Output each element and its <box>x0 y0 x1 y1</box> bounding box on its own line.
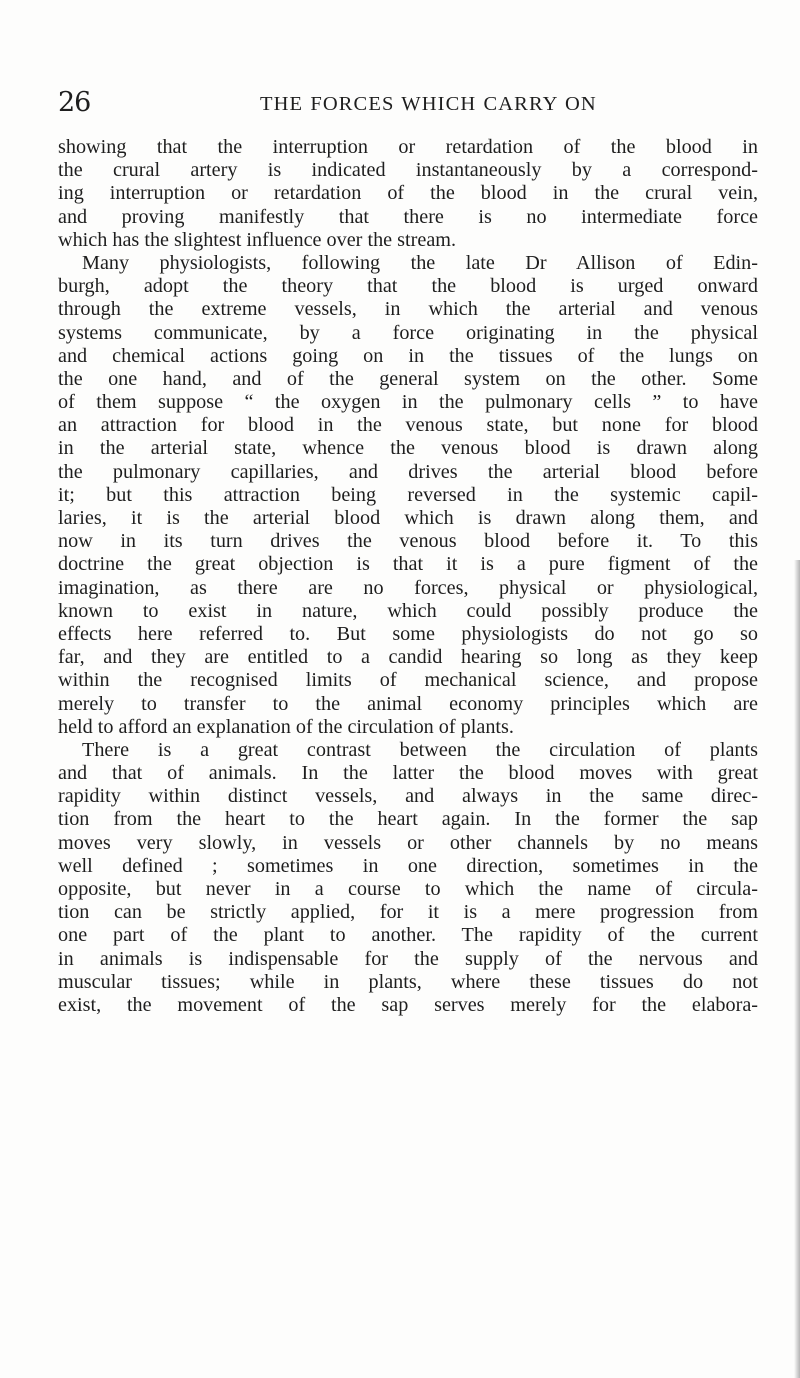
text-line: laries, it is the arterial blood which is drawn along them, and <box>58 507 758 529</box>
text-line: effects here referred to. But some physiologists do not go so <box>58 622 758 645</box>
text-line: imagination, as there are no forces, physical or physiological, <box>58 576 758 599</box>
text-line: the one hand, and of the general system on the other. Some <box>58 367 758 390</box>
body-text <box>58 136 758 1017</box>
text-line: known to exist in nature, which could possibly produce the <box>58 599 758 622</box>
text-line: merely to transfer to the animal economy principles which are <box>58 692 758 715</box>
text-line: doctrine the great objection is that it is a pure figment of the <box>58 553 758 576</box>
text-line: muscular tissues; while in plants, where these tissues do not <box>58 970 758 993</box>
text-line: the crural artery is indicated instantaneously by a correspond- <box>58 159 758 182</box>
text-line: and chemical actions going on in the tissues of the lungs on <box>58 344 758 367</box>
text-line: of them suppose “ the oxygen in the pulmonary cells ” to have <box>58 391 758 414</box>
text-line: one part of the plant to another. The rapidity of the current <box>58 924 758 947</box>
page-edge-shadow <box>794 560 800 1378</box>
text-line: the pulmonary capillaries, and drives the arterial blood before <box>58 460 758 483</box>
running-head: THE FORCES WHICH CARRY ON <box>260 93 597 115</box>
text-line: now in its turn drives the venous blood before it. To this <box>58 530 758 553</box>
text-line: tion from the heart to the heart again. In the former the sap <box>58 808 758 831</box>
page-header <box>58 86 758 120</box>
text-line: through the extreme vessels, in which the arterial and venous <box>58 298 758 321</box>
text-line: Many physiologists, following the late Dr Allison of Edin- <box>82 251 758 274</box>
text-line: which has the slightest influence over the stream. <box>58 228 457 251</box>
text-line: and that of animals. In the latter the blood moves with great <box>58 762 758 785</box>
text-line: it; but this attraction being reversed in the systemic capil- <box>58 483 758 506</box>
text-line: showing that the interruption or retardation of the blood in <box>58 136 758 158</box>
text-line: burgh, adopt the theory that the blood is urged onward <box>58 275 758 298</box>
text-line: held to afford an explanation of the circulation of plants. <box>58 715 514 738</box>
text-line: systems communicate, by a force originating in the physical <box>58 321 758 344</box>
text-line: and proving manifestly that there is no intermediate force <box>58 205 758 228</box>
text-line: far, and they are entitled to a candid hearing so long as they keep <box>58 646 758 669</box>
text-line: an attraction for blood in the venous state, but none for blood <box>58 414 758 437</box>
text-line: in animals is indispensable for the supply of the nervous and <box>58 947 758 970</box>
text-line: within the recognised limits of mechanical science, and propose <box>58 669 758 692</box>
text-line: well defined ; sometimes in one direction, sometimes in the <box>58 854 758 877</box>
text-line: rapidity within distinct vessels, and always in the same direc- <box>58 785 758 808</box>
text-line: exist, the movement of the sap serves merely for the elabora- <box>58 993 758 1016</box>
page-number: 26 <box>58 87 91 118</box>
text-line: tion can be strictly applied, for it is a mere progression from <box>58 901 758 924</box>
text-line: opposite, but never in a course to which the name of circula- <box>58 878 758 900</box>
text-line: in the arterial state, whence the venous blood is drawn along <box>58 437 758 460</box>
text-line: moves very slowly, in vessels or other channels by no means <box>58 831 758 854</box>
text-line: ing interruption or retardation of the blood in the crural vein, <box>58 182 758 205</box>
text-line: There is a great contrast between the circulation of plants <box>82 738 758 761</box>
